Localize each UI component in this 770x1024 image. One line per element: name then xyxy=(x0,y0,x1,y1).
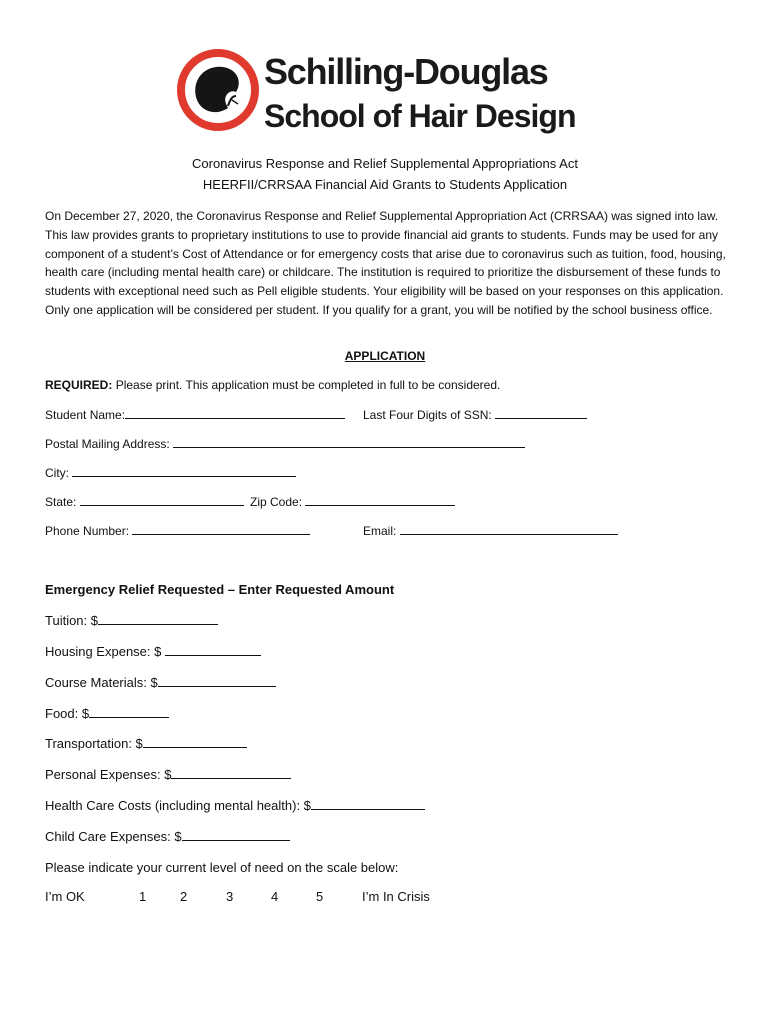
personal-expenses-label: Personal Expenses: $ xyxy=(45,767,172,782)
ssn-blank[interactable] xyxy=(495,407,587,419)
scale-level-3[interactable]: 3 xyxy=(226,889,234,904)
zip-code-blank[interactable] xyxy=(305,494,455,506)
email-blank[interactable] xyxy=(400,523,618,535)
phone-label: Phone Number: xyxy=(45,524,130,538)
state-label: State: xyxy=(45,495,77,509)
student-name-blank[interactable] xyxy=(125,407,345,419)
need-scale-prompt: Please indicate your current level of need on the scale below: xyxy=(45,860,399,875)
student-name-field[interactable] xyxy=(45,407,345,422)
child-care-label: Child Care Expenses: $ xyxy=(45,829,182,844)
zip-code-field[interactable] xyxy=(250,494,455,509)
scale-high-label: I’m In Crisis xyxy=(362,889,430,904)
housing-blank[interactable] xyxy=(165,644,261,656)
required-text: Please print. This application must be completed in full to be considered. xyxy=(115,378,501,392)
transportation-blank[interactable] xyxy=(143,736,247,748)
email-label: Email: xyxy=(363,524,397,538)
intro-paragraph: On December 27, 2020, the Coronavirus Response and Relief Supplemental Appropriation Act (CRRSAA) was signed into law. This law provides grants to proprietary institutions to use to provide financial aid grants to students. Funds may be used for any component of a student’s Cost of Attendance or for emergency costs that arise due to coronavirus such as tuition, food, housing, health care (including mental health care) or childcare. The institution is required to prioritize the disbursement of these funds to students with exceptional need such as Pell eligible students. Your eligibility will be based on your responses on this application. Only one application will be considered per student. If you qualify for a grant, you will be notified by the school business office. xyxy=(45,209,726,317)
course-materials-blank[interactable] xyxy=(158,675,276,687)
phone-field[interactable] xyxy=(45,523,310,538)
food-blank[interactable] xyxy=(89,706,169,718)
tuition-field[interactable] xyxy=(45,613,218,628)
ssn-label: Last Four Digits of SSN: xyxy=(363,408,492,422)
tuition-blank[interactable] xyxy=(98,613,218,625)
city-label: City: xyxy=(45,466,69,480)
personal-expenses-blank[interactable] xyxy=(171,767,291,779)
scale-low-label: I’m OK xyxy=(45,889,85,904)
scale-level-2[interactable]: 2 xyxy=(180,889,188,904)
ssn-field[interactable] xyxy=(363,407,587,422)
food-label: Food: $ xyxy=(45,706,90,721)
course-materials-label: Course Materials: $ xyxy=(45,675,158,690)
scale-level-4[interactable]: 4 xyxy=(271,889,279,904)
student-name-label: Student Name: xyxy=(45,408,126,422)
document-title-line2: HEERFII/CRRSAA Financial Aid Grants to Students Application xyxy=(202,177,568,192)
stylist-head-logo-icon xyxy=(176,48,260,132)
course-materials-field[interactable] xyxy=(45,675,276,690)
relief-heading: Emergency Relief Requested – Enter Requested Amount xyxy=(45,582,395,597)
transportation-label: Transportation: $ xyxy=(45,736,143,751)
city-blank[interactable] xyxy=(72,465,296,477)
required-label: REQUIRED: xyxy=(45,378,113,392)
scale-level-5[interactable]: 5 xyxy=(316,889,324,904)
phone-blank[interactable] xyxy=(132,523,310,535)
email-field[interactable] xyxy=(363,523,618,538)
housing-field[interactable] xyxy=(45,644,261,659)
zip-code-label: Zip Code: xyxy=(250,495,303,509)
application-heading: APPLICATION xyxy=(344,349,426,363)
postal-address-label: Postal Mailing Address: xyxy=(45,437,170,451)
child-care-blank[interactable] xyxy=(182,829,290,841)
logo-school-name: Schilling-Douglas xyxy=(264,51,548,92)
school-logo xyxy=(176,48,596,138)
postal-address-blank[interactable] xyxy=(173,436,525,448)
postal-address-field[interactable] xyxy=(45,436,525,451)
health-care-field[interactable] xyxy=(45,798,425,813)
transportation-field[interactable] xyxy=(45,736,247,751)
food-field[interactable] xyxy=(45,706,169,721)
required-instruction xyxy=(45,378,500,392)
state-blank[interactable] xyxy=(80,494,244,506)
state-field[interactable] xyxy=(45,494,244,509)
scale-level-1[interactable]: 1 xyxy=(139,889,147,904)
document-title-line1: Coronavirus Response and Relief Supplemental Appropriations Act xyxy=(192,156,578,171)
health-care-blank[interactable] xyxy=(311,798,425,810)
logo-school-subtitle: School of Hair Design xyxy=(264,98,576,134)
housing-label: Housing Expense: $ xyxy=(45,644,162,659)
child-care-field[interactable] xyxy=(45,829,290,844)
health-care-label: Health Care Costs (including mental health): $ xyxy=(45,798,311,813)
tuition-label: Tuition: $ xyxy=(45,613,98,628)
city-field[interactable] xyxy=(45,465,296,480)
personal-expenses-field[interactable] xyxy=(45,767,291,782)
